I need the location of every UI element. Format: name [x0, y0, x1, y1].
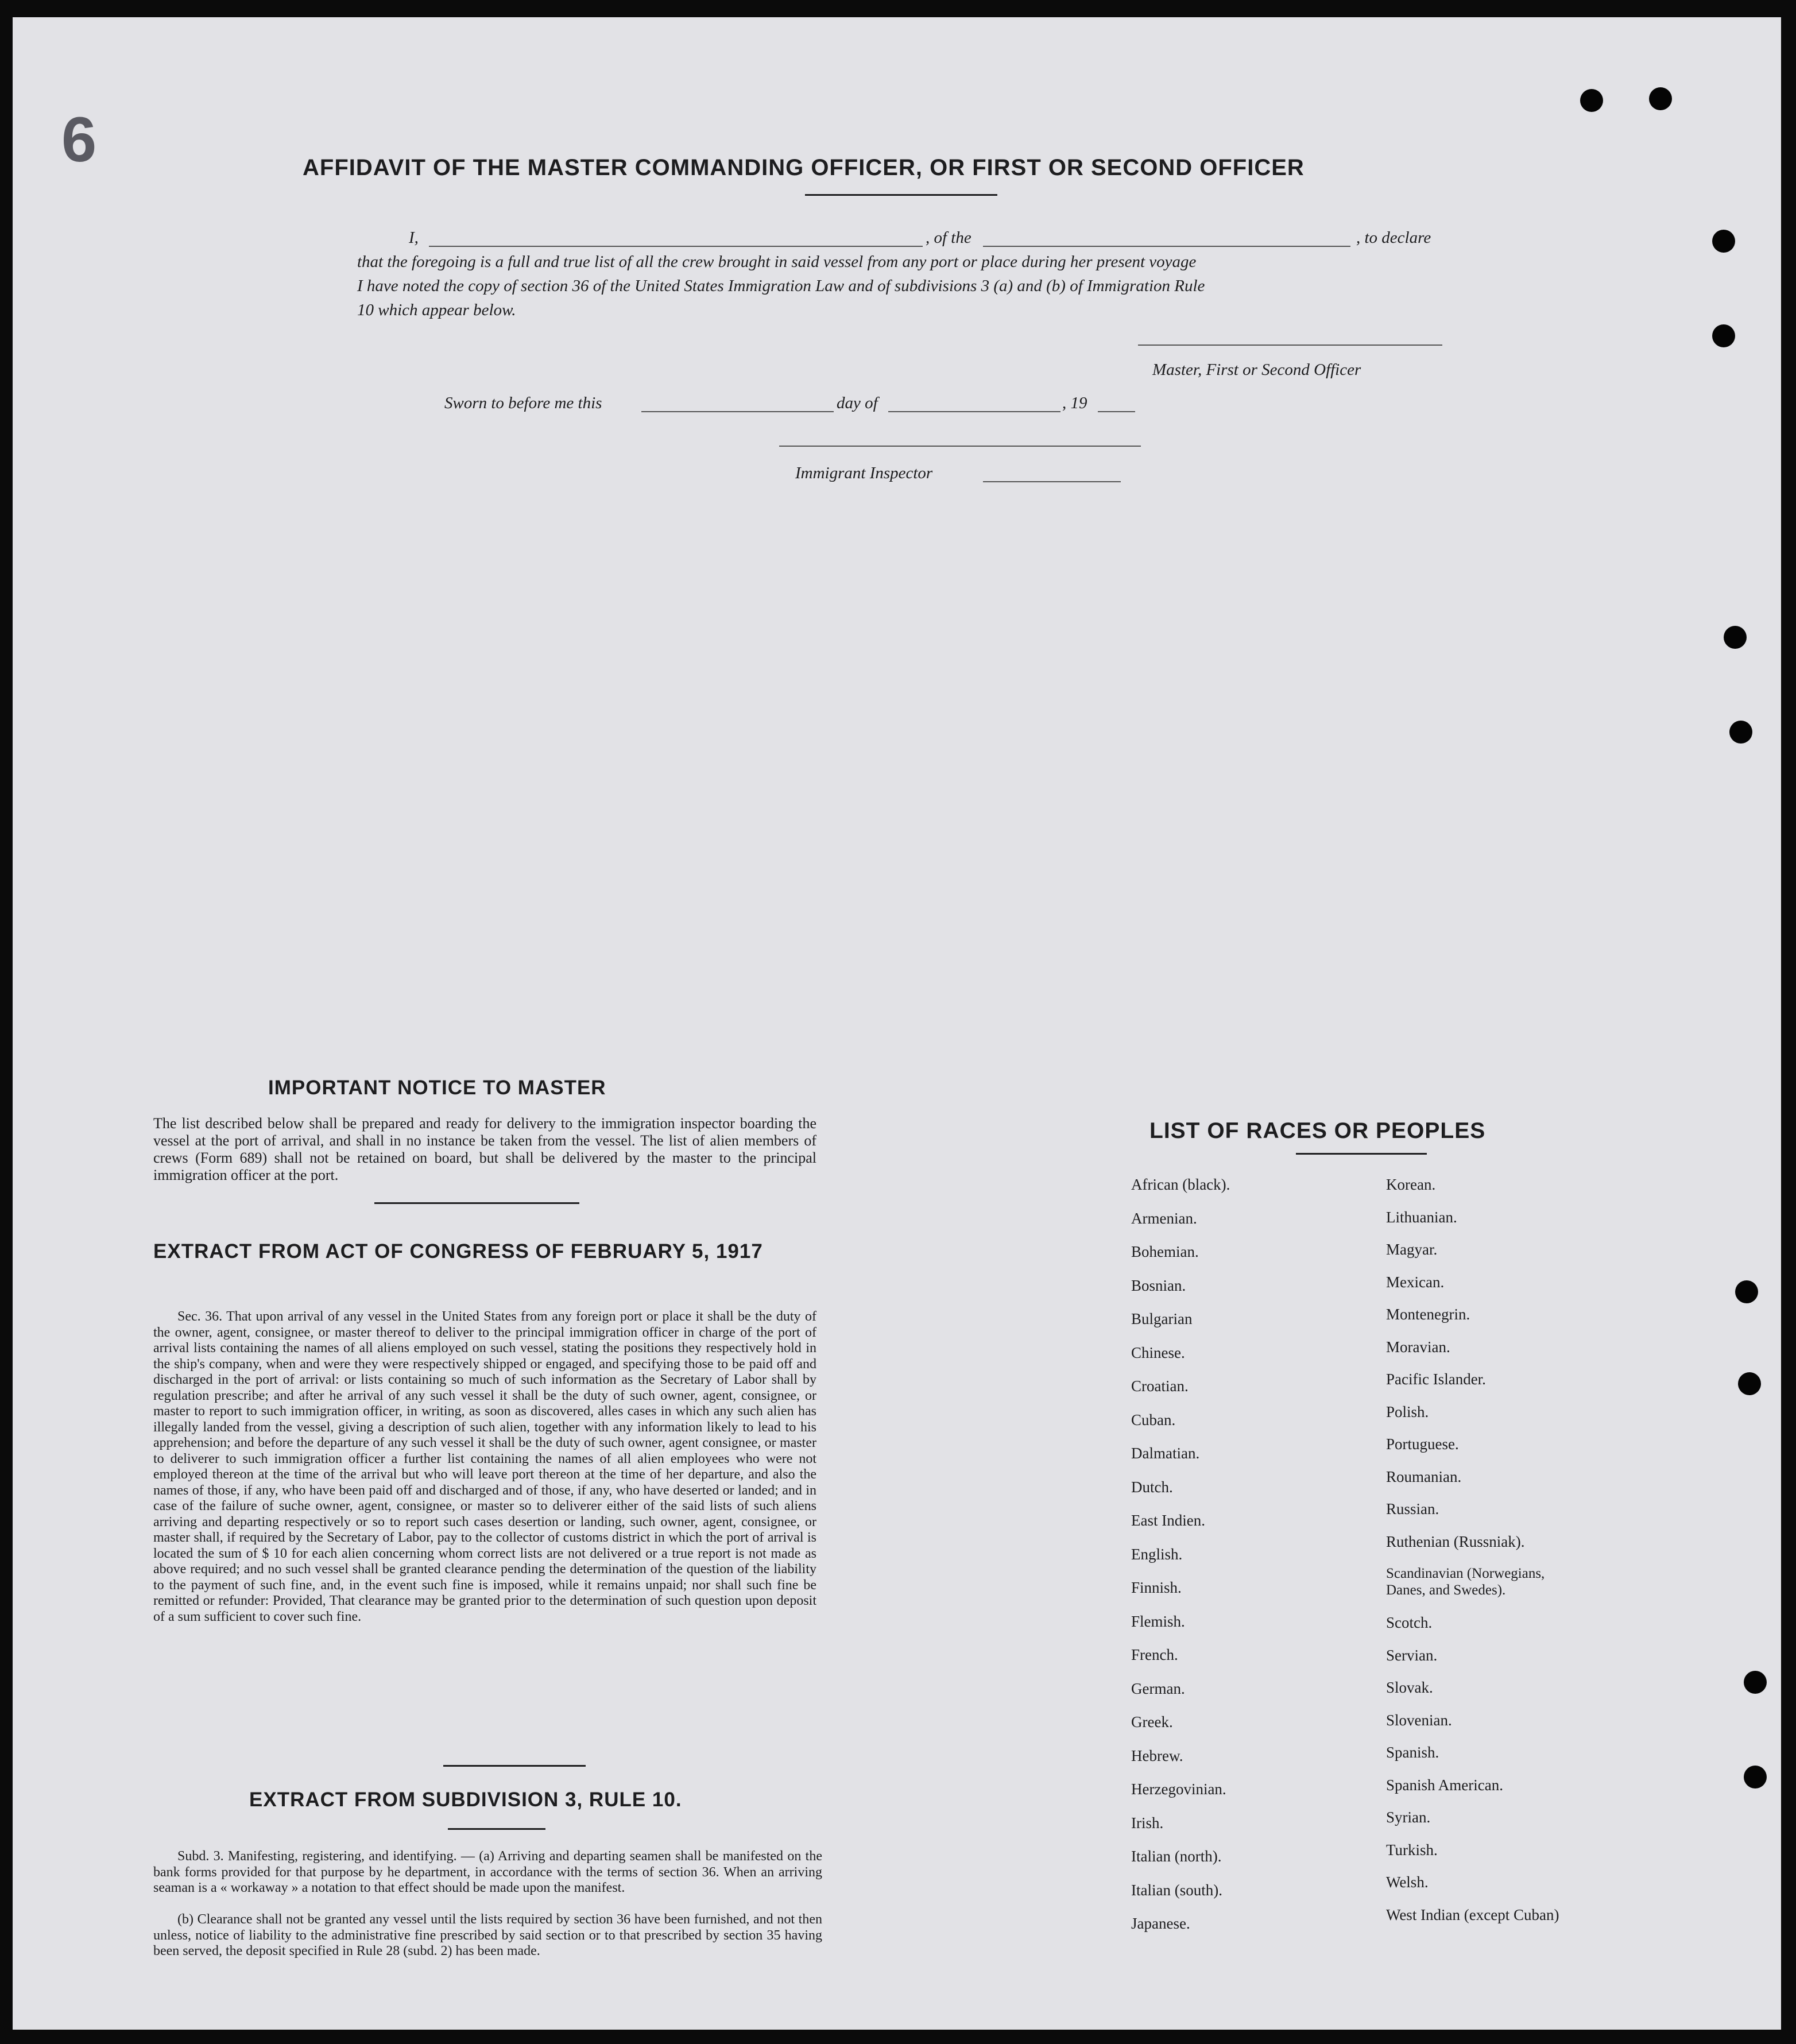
signature-line — [1138, 344, 1442, 346]
race-item: German. — [1131, 1679, 1185, 1697]
sworn-year-blank — [1098, 411, 1135, 412]
race-item: Pacific Islander. — [1386, 1371, 1486, 1388]
act-extract-title: EXTRACT FROM ACT OF CONGRESS OF FEBRUARY 5, 1917 — [153, 1240, 763, 1263]
race-item: Syrian. — [1386, 1809, 1431, 1826]
inspector-signature-line — [779, 446, 1141, 447]
title-underline — [805, 194, 997, 196]
signature-label: Master, First or Second Officer — [1152, 361, 1361, 379]
affidavit-line1-start: I, — [409, 229, 419, 247]
race-item: English. — [1131, 1545, 1183, 1563]
race-item: Polish. — [1386, 1403, 1429, 1420]
race-item: Italian (south). — [1131, 1881, 1222, 1899]
race-item: Chinese. — [1131, 1344, 1185, 1361]
notice-body: The list described below shall be prepared and ready for delivery to the immigration inspector boarding the vessel at the port of arrival, and shall in no instance be taken from the vessel. The list of alien members of crews (Form 689) shall not be retained on board, but shall be delivered by the master to the principal immigration officer at the port. — [153, 1115, 816, 1183]
race-item: Irish. — [1131, 1814, 1164, 1832]
punch-hole — [1724, 626, 1747, 649]
notice-divider — [374, 1202, 579, 1204]
race-item: Ruthenian (Russniak). — [1386, 1532, 1525, 1550]
race-item: Japanese. — [1131, 1915, 1190, 1932]
race-item: Korean. — [1386, 1176, 1436, 1193]
race-item: Turkish. — [1386, 1841, 1438, 1859]
race-item: Bosnian. — [1131, 1276, 1186, 1294]
affidavit-line1-mid: , of the — [926, 229, 971, 247]
race-item: Welsh. — [1386, 1873, 1429, 1891]
rule-extract-para-a: Subd. 3. Manifesting, registering, and identifying. — (a) Arriving and departing seamen shall be manifested on the bank forms provided for that purpose by he department, in accordance with the terms of section 36. When an arriving seaman is a « workaway » a notation to that effect should be made upon the manifest. — [153, 1849, 822, 1895]
sworn-day-label: day of — [837, 394, 878, 412]
sworn-date-blank — [641, 411, 834, 412]
race-item: Spanish American. — [1386, 1776, 1503, 1794]
inspector-label: Immigrant Inspector — [795, 464, 933, 482]
race-item: Armenian. — [1131, 1209, 1197, 1227]
race-item: Italian (north). — [1131, 1848, 1222, 1865]
punch-hole — [1729, 721, 1752, 744]
affidavit-line3: I have noted the copy of section 36 of the United States Immigration Law and of subdivisions 3 (a) and (b) of Immigration Rule — [357, 277, 1205, 295]
races-title-underline — [1296, 1153, 1427, 1155]
punch-hole — [1738, 1372, 1761, 1395]
punch-hole — [1744, 1766, 1767, 1788]
race-item: Spanish. — [1386, 1744, 1439, 1761]
race-item: Mexican. — [1386, 1273, 1445, 1291]
race-item: Greek. — [1131, 1713, 1173, 1731]
rule-extract-para-b: (b) Clearance shall not be granted any vessel until the lists required by section 36 have been furnished, and not then unless, notice of liability to the administrative fine prescribed by said section or to that prescribed by section 35 having been served, the deposit specified in Rule 28 (subd. 2) has been made. — [153, 1912, 822, 1958]
sworn-month-blank — [888, 411, 1060, 412]
punch-hole — [1744, 1671, 1767, 1694]
race-item: Bohemian. — [1131, 1243, 1199, 1260]
punch-hole — [1712, 324, 1735, 347]
race-item: Servian. — [1386, 1646, 1438, 1664]
punch-hole — [1580, 89, 1603, 112]
race-item: Dalmatian. — [1131, 1445, 1200, 1462]
race-item: East Indien. — [1131, 1512, 1205, 1529]
race-item: Scandinavian (Norwegians, Danes, and Swedes). — [1386, 1566, 1545, 1598]
race-item: Lithuanian. — [1386, 1208, 1457, 1226]
punch-hole — [1735, 1280, 1758, 1303]
act-divider — [443, 1765, 586, 1767]
race-item: Slovak. — [1386, 1679, 1433, 1696]
race-item: West Indian (except Cuban) — [1386, 1906, 1559, 1923]
affidavit-line4: 10 which appear below. — [357, 301, 516, 319]
race-item: French. — [1131, 1646, 1178, 1663]
race-item: Roumanian. — [1386, 1468, 1462, 1485]
race-item: Dutch. — [1131, 1478, 1173, 1496]
race-item: African (black). — [1131, 1176, 1230, 1193]
act-extract-body: Sec. 36. That upon arrival of any vessel in the United States from any foreign port or place it shall be the duty of the owner, agent, consignee, or master thereof to deliver to the principal immigration officer in charge of the port of arrival lists containing the names of all aliens employed on such vessel, stating the positions they respectively hold in the ship's company, when and were they were respectively shipped or engaged, and specifying those to be paid off and discharged in the port of arrival: or lists containing so much of such information as the Secretary of Labor shall by regulation prescribe; and after he arrival of any such vessel it shall be the duty of such owner, agent, consignee, or master to report to such immigration officer, in writing, as soon as discovered, alles cases in which any such alien has illegally landed from the vessel, giving a description of such alien, together with any information likely to lead to his apprehension; and before the departure of any such vessel it shall be the duty of such owner, agent consignee, or master to deliverer to such immigration officer a further list containing the names of all alien employees who were not employed thereon at the time of the arrival but who will leave port thereon at the time of her departure, and also the names of those, if any, who have been paid off and discharged and of those, if any, who have deserted or landed; and in case of the failure of suche owner, agent, consignee, or master so to deliverer either of the said lists of such aliens arriving and departing respectively or so to report such cases desertion or landing, such owner, agent, consignee, or master shall, if required by the Secretary of Labor, pay to the collector of customs district in which the port of arrival is located the sum of $ 10 for each alien concerning whom correct lists are not delivered or a true report is not made as above required; and no such vessel shall be granted clearance pending the determination of the question of the liability to the payment of such fine, and, in the event such fine is imposed, while it remains unpaid; nor shall such fine be remitted or refunder: Provided, That clearance may be granted prior to the determination of such question upon deposit of a sum sufficient to cover such fine. — [153, 1309, 816, 1624]
sworn-year-label: , 19 — [1062, 394, 1087, 412]
punch-hole — [1712, 230, 1735, 253]
race-item: Croatian. — [1131, 1377, 1189, 1395]
race-item: Russian. — [1386, 1500, 1439, 1517]
race-item: Herzegovinian. — [1131, 1780, 1226, 1798]
race-item: Scotch. — [1386, 1614, 1433, 1631]
race-item: Slovenian. — [1386, 1711, 1452, 1729]
race-item: Flemish. — [1131, 1612, 1185, 1630]
race-item: Hebrew. — [1131, 1747, 1183, 1764]
race-item: Cuban. — [1131, 1411, 1176, 1429]
race-item: Magyar. — [1386, 1241, 1438, 1258]
rule-extract-title: EXTRACT FROM SUBDIVISION 3, RULE 10. — [249, 1788, 682, 1811]
vessel-blank — [983, 246, 1350, 247]
name-blank — [429, 246, 923, 247]
race-item: Portuguese. — [1386, 1435, 1459, 1453]
races-title: LIST OF RACES OR PEOPLES — [1149, 1118, 1486, 1143]
race-item: Bulgarian — [1131, 1310, 1193, 1327]
sworn-prefix: Sworn to before me this — [444, 394, 602, 412]
affidavit-title: AFFIDAVIT OF THE MASTER COMMANDING OFFICER, OR FIRST OR SECOND OFFICER — [303, 155, 1305, 180]
rule-divider — [448, 1828, 545, 1830]
notice-title: IMPORTANT NOTICE TO MASTER — [268, 1077, 606, 1099]
punch-hole — [1649, 87, 1672, 110]
page-mark: 6 — [61, 104, 98, 175]
affidavit-line1-end: , to declare — [1356, 229, 1431, 247]
inspector-name-blank — [983, 481, 1121, 482]
race-item: Montenegrin. — [1386, 1306, 1470, 1323]
race-item: Finnish. — [1131, 1579, 1182, 1596]
form-page — [13, 17, 1781, 2030]
affidavit-line2: that the foregoing is a full and true list of all the crew brought in said vessel from any port or place during her present voyage — [357, 253, 1197, 271]
race-item: Moravian. — [1386, 1338, 1450, 1356]
